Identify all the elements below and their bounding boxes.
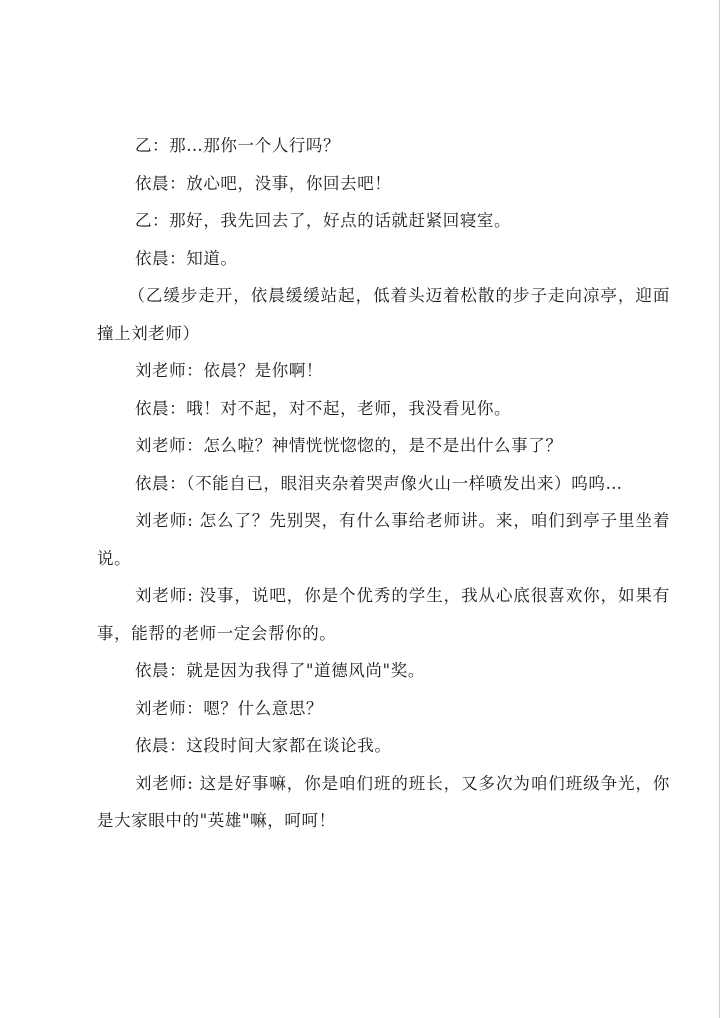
dialogue-line: 刘老师: 怎么了？先别哭，有什么事给老师讲。来，咱们到亭子里坐着说。 [97,511,670,568]
dialogue-line: 刘老师：嗯？什么意思？ [134,698,324,718]
document-body [97,127,670,840]
dialogue-line: 乙：那好，我先回去了，好点的话就赶紧回寝室。 [134,211,512,230]
dialogue-line: 依晨：这段时间大家都在谈论我。 [134,736,392,755]
stage-direction: （乙缓步走开，依晨缓缓站起，低着头迈着松散的步子走向凉亭，迎面撞上刘老师） [97,286,670,343]
dialogue-line: 刘老师: 这是好事嘛，你是咱们班的班长，又多次为咱们班级争光，你是大家眼中的"英雄"嘛，呵呵！ [97,773,670,830]
dialogue-line: 乙：那…那你一个人行吗？ [134,136,341,155]
dialogue-line: 依晨：放心吧，没事，你回去吧！ [134,173,392,193]
dialogue-line: 依晨：知道。 [134,248,238,268]
dialogue-line: 依晨：就是因为我得了"道德风尚"奖。 [134,661,425,680]
dialogue-line: 依晨：（不能自已，眼泪夹杂着哭声像火山一样喷发出来）呜呜… [134,473,623,493]
dialogue-line: 刘老师：怎么啦？神情恍恍惚惚的，是不是出什么事了？ [134,436,563,455]
dialogue-line: 依晨：哦！对不起，对不起，老师，我没看见你。 [134,398,512,418]
dialogue-line: 刘老师：依晨？是你啊！ [134,361,324,380]
dialogue-line: 刘老师: 没事，说吧，你是个优秀的学生，我从心底很喜欢你，如果有事，能帮的老师一定会帮你的。 [97,586,670,643]
